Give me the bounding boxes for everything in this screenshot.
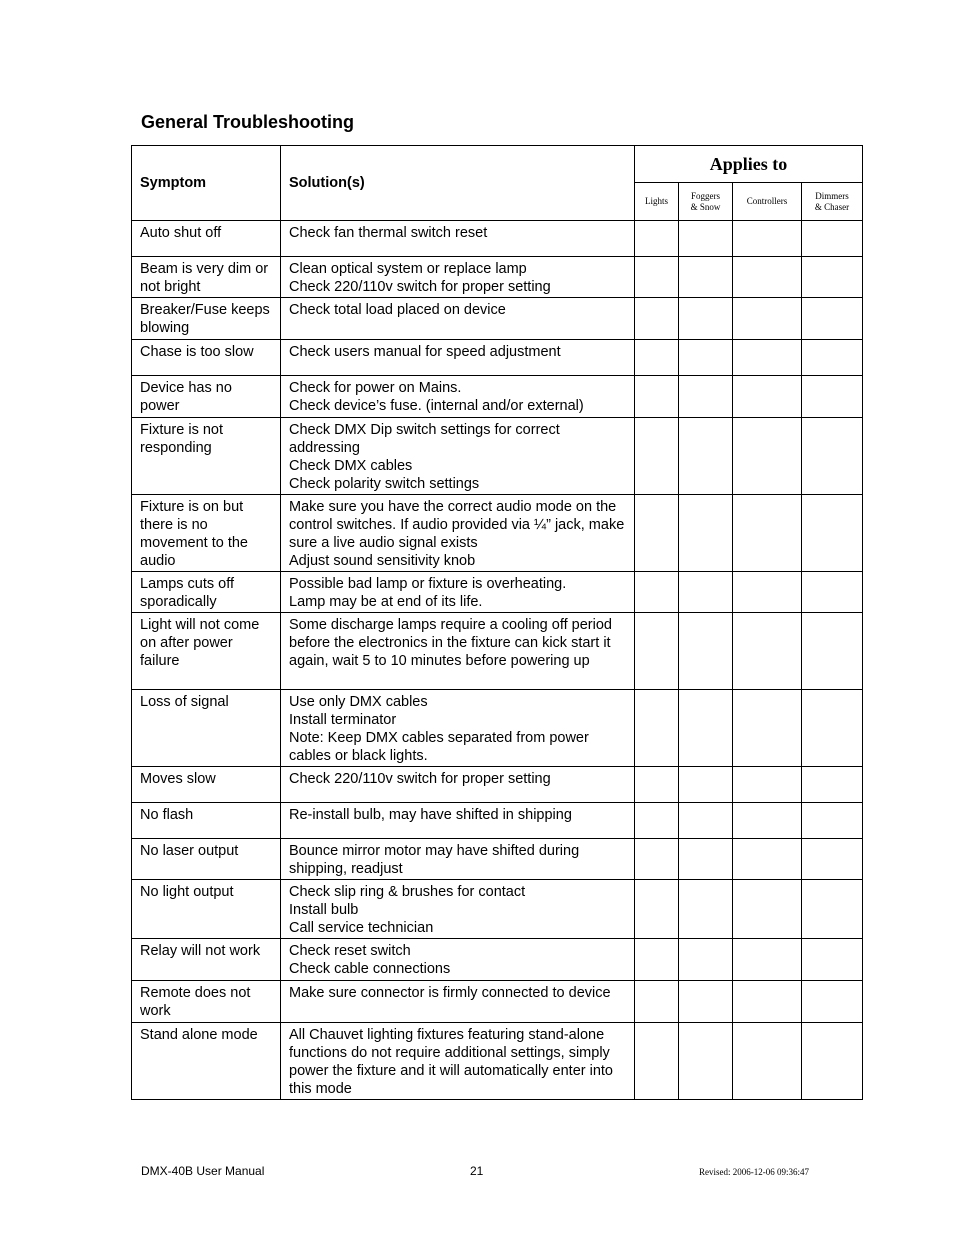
applies-cell — [679, 572, 733, 613]
applies-cell — [635, 495, 679, 572]
solution-line: Adjust sound sensitivity knob — [289, 553, 476, 569]
symptom-cell: Device has no power — [132, 376, 281, 418]
solution-line: Some discharge lamps require a cooling off period before the electronics in the fixture can kick start it again, wait 5 to 10 minutes before powering up — [289, 617, 612, 669]
applies-cell — [635, 981, 679, 1023]
applies-cell — [733, 1023, 802, 1100]
applies-cell — [635, 221, 679, 257]
applies-cell — [679, 495, 733, 572]
category-header-label: & Chaser — [814, 201, 850, 212]
category-header-label: Dimmers — [815, 190, 849, 201]
solution-line: Check device’s fuse. (internal and/or external) — [289, 398, 584, 414]
solution-cell — [281, 767, 635, 803]
solution-cell — [281, 1023, 635, 1100]
table-row — [132, 839, 863, 880]
table-row — [132, 495, 863, 572]
applies-cell — [679, 1023, 733, 1100]
applies-cell — [635, 340, 679, 376]
applies-cell — [733, 340, 802, 376]
applies-cell — [733, 221, 802, 257]
applies-cell — [802, 690, 863, 767]
troubleshooting-table — [131, 145, 863, 1100]
solution-cell — [281, 376, 635, 418]
table-row — [132, 376, 863, 418]
solution-cell — [281, 981, 635, 1023]
footer-page-number: 21 — [470, 1164, 484, 1178]
symptom-cell: Relay will not work — [132, 939, 281, 981]
solution-line: Check for power on Mains. — [289, 380, 462, 396]
solution-cell — [281, 939, 635, 981]
solution-cell — [281, 572, 635, 613]
applies-cell — [635, 298, 679, 340]
applies-cell — [733, 495, 802, 572]
applies-cell — [733, 613, 802, 690]
table-row — [132, 803, 863, 839]
applies-cell — [802, 495, 863, 572]
applies-cell — [802, 880, 863, 939]
solution-line: Check 220/110v switch for proper setting — [289, 279, 551, 295]
symptom-cell: Breaker/Fuse keeps blowing — [132, 298, 281, 340]
solution-line: Install terminator — [289, 712, 397, 728]
solution-line: Check 220/110v switch for proper setting — [289, 771, 551, 787]
table-row — [132, 939, 863, 981]
symptom-cell: Loss of signal — [132, 690, 281, 767]
symptom-cell: Stand alone mode — [132, 1023, 281, 1100]
applies-cell — [802, 613, 863, 690]
applies-cell — [679, 981, 733, 1023]
solution-line: Bounce mirror motor may have shifted during shipping, readjust — [289, 843, 580, 877]
applies-cell — [733, 690, 802, 767]
symptom-cell: Lamps cuts off sporadically — [132, 572, 281, 613]
table-row — [132, 690, 863, 767]
applies-cell — [679, 690, 733, 767]
applies-cell — [679, 257, 733, 298]
symptom-cell: Fixture is on but there is no movement to the audio — [132, 495, 281, 572]
table-row — [132, 221, 863, 257]
applies-cell — [733, 572, 802, 613]
applies-cell — [733, 939, 802, 981]
applies-cell — [679, 939, 733, 981]
solution-cell — [281, 839, 635, 880]
applies-cell — [733, 767, 802, 803]
solution-line: All Chauvet lighting fixtures featuring stand-alone functions do not require additional settings, simply power the fixture and it will automatically enter into this mode — [289, 1027, 613, 1097]
solution-line: Use only DMX cables — [289, 694, 428, 710]
applies-cell — [733, 981, 802, 1023]
applies-cell — [802, 340, 863, 376]
applies-cell — [802, 418, 863, 495]
solution-line: Check slip ring & brushes for contact — [289, 884, 526, 900]
solution-cell — [281, 418, 635, 495]
applies-cell — [679, 340, 733, 376]
troubleshooting-rows — [132, 221, 863, 1100]
applies-cell — [733, 418, 802, 495]
applies-cell — [679, 221, 733, 257]
symptom-cell: No laser output — [132, 839, 281, 880]
footer-manual-name: DMX-40B User Manual — [141, 1164, 265, 1178]
solution-line: Clean optical system or replace lamp — [289, 261, 527, 277]
solution-cell — [281, 221, 635, 257]
symptom-cell: Light will not come on after power failure — [132, 613, 281, 690]
category-header-label: Lights — [644, 196, 668, 206]
applies-cell — [679, 803, 733, 839]
symptom-cell: Chase is too slow — [132, 340, 281, 376]
solution-cell — [281, 298, 635, 340]
symptom-cell: Moves slow — [132, 767, 281, 803]
solution-line: Check users manual for speed adjustment — [289, 344, 561, 360]
category-header — [733, 183, 802, 221]
solution-line: Check fan thermal switch reset — [289, 225, 488, 241]
footer-revised-date: Revised: 2006-12-06 09:36:47 — [699, 1167, 809, 1177]
symptom-cell: No flash — [132, 803, 281, 839]
applies-cell — [733, 298, 802, 340]
applies-cell — [679, 839, 733, 880]
solution-line: Make sure connector is firmly connected to device — [289, 985, 611, 1001]
applies-cell — [802, 839, 863, 880]
applies-cell — [802, 939, 863, 981]
solution-cell — [281, 495, 635, 572]
table-row — [132, 572, 863, 613]
applies-cell — [635, 572, 679, 613]
applies-cell — [635, 767, 679, 803]
solution-line: Check DMX Dip switch settings for correct addressing — [289, 422, 560, 456]
solution-cell — [281, 340, 635, 376]
page-title: General Troubleshooting — [141, 112, 355, 132]
applies-cell — [679, 376, 733, 418]
category-header — [635, 183, 679, 221]
applies-cell — [679, 298, 733, 340]
applies-cell — [635, 803, 679, 839]
applies-cell — [733, 803, 802, 839]
solution-line: Possible bad lamp or fixture is overheating. — [289, 576, 567, 592]
applies-cell — [802, 981, 863, 1023]
symptom-cell: Auto shut off — [132, 221, 281, 257]
solution-cell — [281, 690, 635, 767]
symptom-cell: Beam is very dim or not bright — [132, 257, 281, 298]
table-row — [132, 1023, 863, 1100]
solution-line: Check cable connections — [289, 961, 451, 977]
applies-cell — [635, 376, 679, 418]
applies-cell — [635, 1023, 679, 1100]
solution-cell — [281, 257, 635, 298]
applies-to-header: Applies to — [635, 146, 863, 183]
solutions-header: Solution(s) — [281, 146, 635, 221]
applies-cell — [635, 839, 679, 880]
table-row — [132, 767, 863, 803]
category-header-label: & Snow — [690, 201, 721, 212]
solution-line: Install bulb — [289, 902, 359, 918]
applies-cell — [679, 418, 733, 495]
applies-cell — [679, 767, 733, 803]
applies-cell — [802, 298, 863, 340]
solution-line: Check polarity switch settings — [289, 476, 480, 492]
applies-cell — [635, 613, 679, 690]
table-row — [132, 880, 863, 939]
symptom-header: Symptom — [132, 146, 281, 221]
solution-line: Check reset switch — [289, 943, 411, 959]
applies-cell — [733, 257, 802, 298]
table-row — [132, 613, 863, 690]
solution-cell — [281, 613, 635, 690]
table-row — [132, 418, 863, 495]
table-row — [132, 257, 863, 298]
table-row — [132, 981, 863, 1023]
solution-line: Re-install bulb, may have shifted in shipping — [289, 807, 572, 823]
table-row — [132, 298, 863, 340]
category-header-label: Foggers — [691, 190, 720, 201]
category-header — [802, 183, 863, 221]
symptom-cell: Remote does not work — [132, 981, 281, 1023]
applies-cell — [802, 767, 863, 803]
applies-cell — [733, 880, 802, 939]
applies-cell — [635, 880, 679, 939]
applies-cell — [802, 221, 863, 257]
category-header-label: Controllers — [746, 196, 788, 206]
applies-cell — [802, 572, 863, 613]
applies-cell — [679, 613, 733, 690]
solution-line: Check DMX cables — [289, 458, 413, 474]
applies-cell — [733, 376, 802, 418]
applies-cell — [679, 880, 733, 939]
applies-cell — [635, 939, 679, 981]
applies-cell — [802, 803, 863, 839]
applies-cell — [802, 1023, 863, 1100]
applies-cell — [733, 839, 802, 880]
category-header — [679, 183, 733, 221]
solution-cell — [281, 880, 635, 939]
symptom-cell: No light output — [132, 880, 281, 939]
applies-cell — [635, 690, 679, 767]
symptom-cell: Fixture is not responding — [132, 418, 281, 495]
solution-line: Check total load placed on device — [289, 302, 506, 318]
solution-line: Call service technician — [289, 920, 434, 936]
applies-cell — [635, 257, 679, 298]
applies-cell — [802, 257, 863, 298]
applies-cell — [802, 376, 863, 418]
table-row — [132, 340, 863, 376]
solution-line: Note: Keep DMX cables separated from power cables or black lights. — [289, 730, 589, 764]
applies-cell — [635, 418, 679, 495]
solution-line: Lamp may be at end of its life. — [289, 594, 483, 610]
solution-line: Make sure you have the correct audio mode on the control switches. If audio provided via ¼” jack, make sure a live audio signal exists — [289, 499, 625, 551]
solution-cell — [281, 803, 635, 839]
